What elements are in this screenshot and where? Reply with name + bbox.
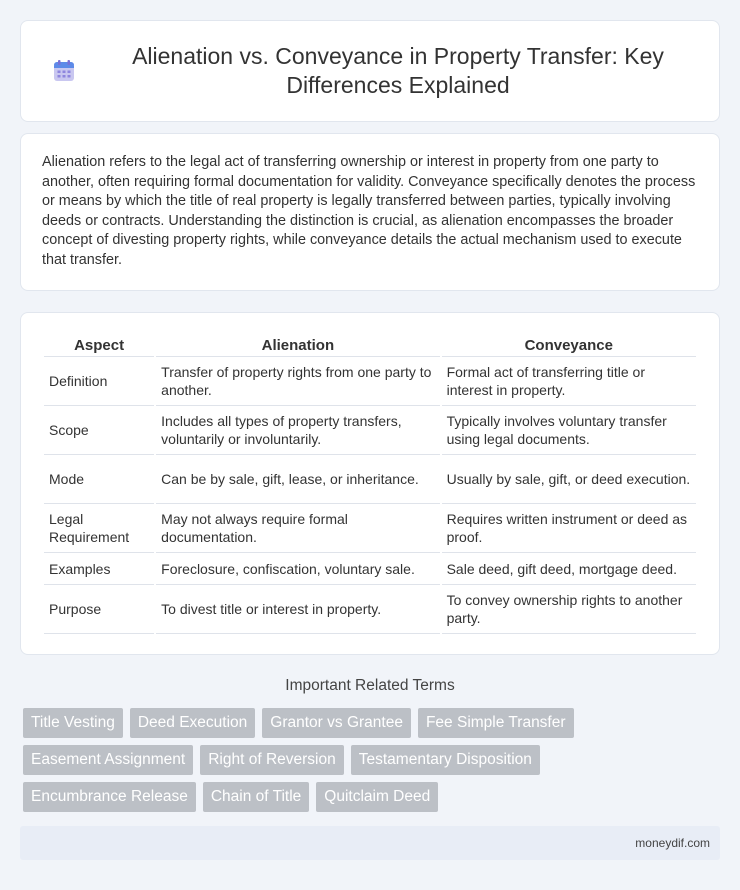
tag-right-of-reversion[interactable]: Right of Reversion <box>200 745 344 775</box>
tag-encumbrance-release[interactable]: Encumbrance Release <box>23 782 196 812</box>
table-row <box>44 504 696 553</box>
header-aspect: Aspect <box>44 335 154 357</box>
table-cell-aspect: Examples <box>44 553 154 585</box>
header-card <box>20 20 720 122</box>
tag-easement-assignment[interactable]: Easement Assignment <box>23 745 193 775</box>
calendar-icon <box>51 58 77 84</box>
tag-title-vesting[interactable]: Title Vesting <box>23 708 123 738</box>
table-cell-conveyance: Sale deed, gift deed, mortgage deed. <box>442 553 696 585</box>
table-cell-aspect: Mode <box>44 455 154 504</box>
table-cell-alienation: Foreclosure, confiscation, voluntary sale. <box>156 553 439 585</box>
table-row <box>44 585 696 634</box>
table-cell-aspect: Purpose <box>44 585 154 634</box>
footer-site[interactable]: moneydif.com <box>635 836 710 850</box>
table-cell-alienation: Can be by sale, gift, lease, or inheritance. <box>156 455 439 504</box>
table-cell-conveyance: Typically involves voluntary transfer using legal documents. <box>442 406 696 455</box>
comparison-table <box>42 335 698 634</box>
tag-chain-of-title[interactable]: Chain of Title <box>203 782 309 812</box>
table-cell-conveyance: Usually by sale, gift, or deed execution. <box>442 455 696 504</box>
tag-quitclaim-deed[interactable]: Quitclaim Deed <box>316 782 438 812</box>
table-cell-alienation: To divest title or interest in property. <box>156 585 439 634</box>
table-cell-alienation: May not always require formal documentation. <box>156 504 439 553</box>
table-cell-alienation: Includes all types of property transfers, voluntarily or involuntarily. <box>156 406 439 455</box>
tag-deed-execution[interactable]: Deed Execution <box>130 708 255 738</box>
tag-row <box>23 745 723 775</box>
tag-grantor-vs-grantee[interactable]: Grantor vs Grantee <box>262 708 411 738</box>
page-title: Alienation vs. Conveyance in Property Transfer: Key Differences Explained <box>132 43 664 98</box>
table-row <box>44 553 696 585</box>
table-cell-aspect: Definition <box>44 357 154 406</box>
table-row <box>44 357 696 406</box>
tag-row <box>23 782 723 812</box>
header-conveyance: Conveyance <box>442 335 696 357</box>
related-terms-tags <box>23 708 723 819</box>
header-alienation: Alienation <box>156 335 439 357</box>
table-cell-aspect: Legal Requirement <box>44 504 154 553</box>
tag-row <box>23 708 723 738</box>
comparison-card <box>20 312 720 655</box>
related-terms-title: Important Related Terms <box>285 677 455 694</box>
intro-paragraph: Alienation refers to the legal act of transferring ownership or interest in property from one party to another, often requiring formal documentation for validity. Conveyance specifically denotes the process or means by which the title of real property is legally transferred between parties, typically involving deeds or contracts. Understanding the distinction is crucial, as alienation encompasses the broader concept of divesting property rights, while conveyance details the actual mechanism used to execute that transfer. <box>42 154 696 268</box>
footer <box>20 826 720 860</box>
table-row <box>44 455 696 504</box>
table-cell-conveyance: To convey ownership rights to another party. <box>442 585 696 634</box>
table-cell-conveyance: Requires written instrument or deed as proof. <box>442 504 696 553</box>
table-cell-aspect: Scope <box>44 406 154 455</box>
tag-testamentary-disposition[interactable]: Testamentary Disposition <box>351 745 540 775</box>
intro-card <box>20 133 720 291</box>
table-row <box>44 406 696 455</box>
table-header-row <box>44 335 696 357</box>
table-cell-alienation: Transfer of property rights from one party to another. <box>156 357 439 406</box>
table-cell-conveyance: Formal act of transferring title or interest in property. <box>442 357 696 406</box>
tag-fee-simple-transfer[interactable]: Fee Simple Transfer <box>418 708 574 738</box>
